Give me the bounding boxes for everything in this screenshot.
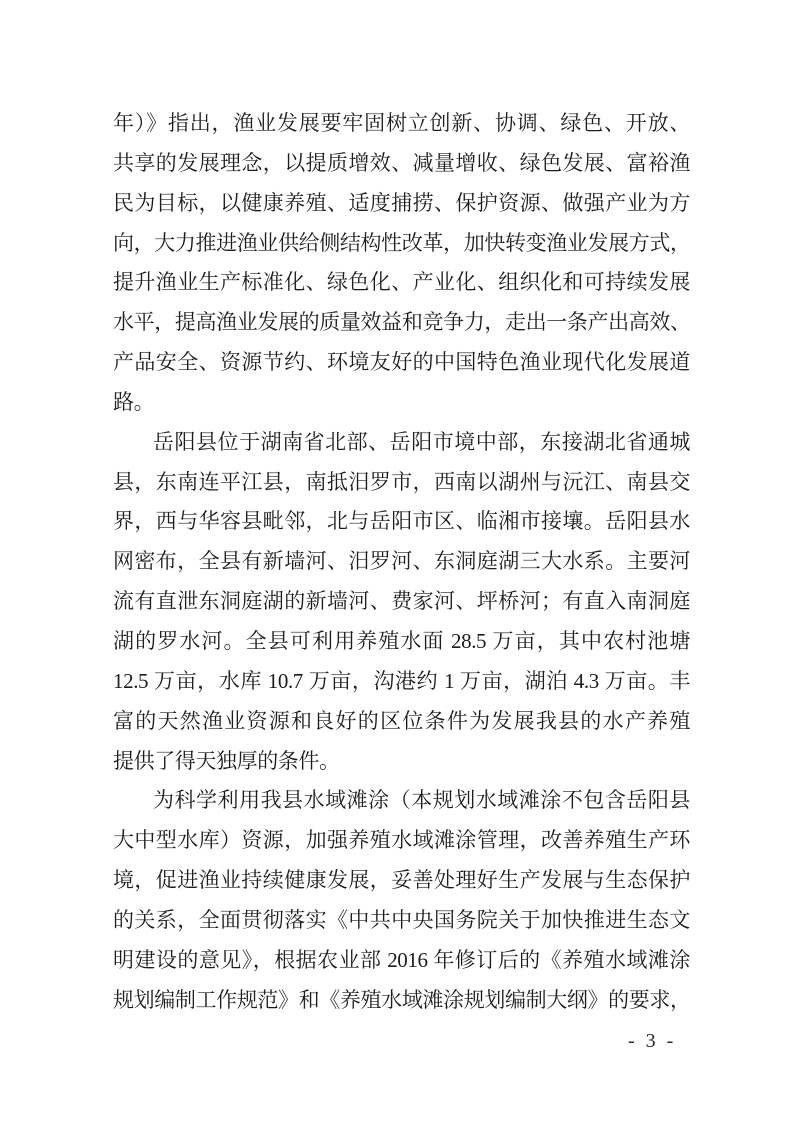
text-line: 产品安全、资源节约、环境友好的中国特色渔业现代化发展道 xyxy=(113,350,690,375)
text-line: 网密布，全县有新墙河、汨罗河、东洞庭湖三大水系。主要河 xyxy=(113,549,690,574)
text-line: 提供了得天独厚的条件。 xyxy=(113,748,340,773)
text-line: 境，促进渔业持续健康发展，妥善处理好生产发展与生态保护 xyxy=(113,868,690,893)
paragraph-fishery-development xyxy=(113,104,690,423)
text-line: 12.5 万亩，水库 10.7 万亩，沟港约 1 万亩，湖泊 4.3 万亩。丰 xyxy=(113,668,690,693)
text-line: 明建设的意见》，根据农业部 2016 年修订后的《养殖水域滩涂 xyxy=(113,947,690,972)
page-number: - 3 - xyxy=(628,1030,677,1052)
text-line: 富的天然渔业资源和良好的区位条件为发展我县的水产养殖 xyxy=(113,708,690,733)
text-line: 县，东南连平江县，南抵汨罗市，西南以湖州与沅江、南县交 xyxy=(113,469,690,494)
text-line: 规划编制工作规范》和《养殖水域滩涂规划编制大纲》的要求， xyxy=(113,987,690,1012)
text-line: 的关系，全面贯彻落实《中共中央国务院关于加快推进生态文 xyxy=(113,907,690,932)
text-line: 向，大力推进渔业供给侧结构性改革，加快转变渔业发展方式， xyxy=(113,230,690,255)
text-line: 界，西与华容县毗邻，北与岳阳市区、临湘市接壤。岳阳县水 xyxy=(113,509,690,534)
text-line: 岳阳县位于湖南省北部、岳阳市境中部，东接湖北省通城 xyxy=(153,429,690,454)
text-line: 民为目标，以健康养殖、适度捕捞、保护资源、做强产业为方 xyxy=(113,190,690,215)
paragraph-planning-basis xyxy=(113,781,690,1020)
text-block xyxy=(113,104,690,1020)
text-line: 大中型水库）资源，加强养殖水域滩涂管理，改善养殖生产环 xyxy=(113,828,690,853)
text-line: 流有直泄东洞庭湖的新墙河、费家河、坪桥河；有直入南洞庭 xyxy=(113,589,690,614)
text-line: 湖的罗水河。全县可利用养殖水面 28.5 万亩，其中农村池塘 xyxy=(113,628,690,653)
text-line: 年）》指出，渔业发展要牢固树立创新、协调、绿色、开放、 xyxy=(113,111,690,135)
text-line: 路。 xyxy=(113,389,155,414)
text-line: 提升渔业生产标准化、绿色化、产业化、组织化和可持续发展 xyxy=(113,270,690,295)
paragraph-yueyang-geography xyxy=(113,423,690,782)
text-line: 共享的发展理念，以提质增效、减量增收、绿色发展、富裕渔 xyxy=(113,150,690,175)
text-line: 为科学利用我县水域滩涂（本规划水域滩涂不包含岳阳县 xyxy=(153,788,690,813)
text-line: 水平，提高渔业发展的质量效益和竞争力，走出一条产出高效、 xyxy=(113,310,690,335)
